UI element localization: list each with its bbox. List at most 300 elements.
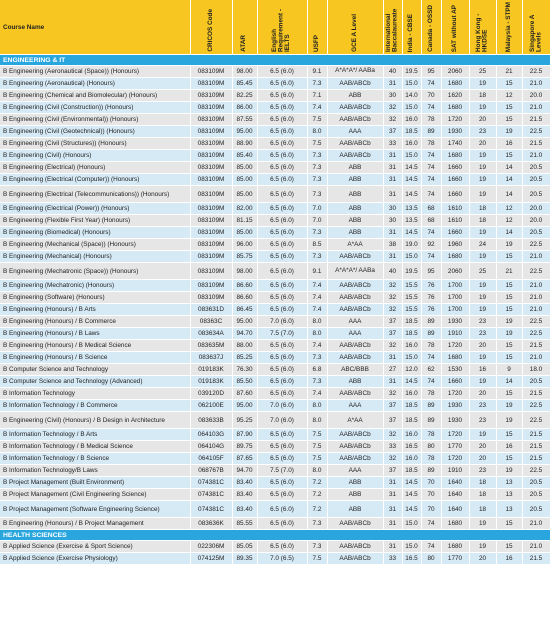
table-cell: 7.4 (307, 304, 327, 316)
table-cell: 20.0 (522, 203, 550, 215)
table-cell: 21.5 (522, 429, 550, 441)
table-cell: 85.00 (232, 162, 257, 174)
table-cell: 21.0 (522, 352, 550, 364)
table-cell: 15 (496, 292, 522, 304)
table-cell: 37 (383, 400, 402, 412)
table-cell: 89.75 (232, 441, 257, 453)
course-name-cell: B Engineering (Aeronautical) (Honours) (0, 78, 190, 90)
table-cell: 1770 (441, 441, 469, 453)
table-cell: 14.5 (402, 174, 421, 186)
table-cell: 40 (383, 66, 402, 78)
table-cell: 20.5 (522, 174, 550, 186)
table-cell: 19 (469, 292, 496, 304)
table-cell: 38 (383, 239, 402, 251)
table-cell: 6.5 (6.0) (257, 138, 307, 150)
table-cell: 14.0 (402, 90, 421, 102)
table-cell: 6.5 (6.0) (257, 227, 307, 239)
table-cell: 74 (421, 518, 441, 530)
table-cell: 7.5 (307, 453, 327, 465)
table-cell: AAB/ABCb (327, 78, 383, 90)
table-cell: 74 (421, 174, 441, 186)
table-cell: 21.0 (522, 280, 550, 292)
table-cell: 08363C (190, 316, 232, 328)
table-cell: 6.5 (6.0) (257, 340, 307, 352)
column-header-gce: GCE A Level (327, 0, 383, 55)
table-cell: 6.5 (6.0) (257, 251, 307, 263)
table-cell: 22.5 (522, 328, 550, 340)
table-cell: 16.5 (402, 441, 421, 453)
table-cell: 7.3 (307, 78, 327, 90)
table-cell: 95.25 (232, 412, 257, 429)
table-cell: 1930 (441, 400, 469, 412)
table-cell: 19 (469, 150, 496, 162)
table-cell: 1700 (441, 304, 469, 316)
table-cell: 064104G (190, 441, 232, 453)
table-cell: 19 (469, 376, 496, 388)
table-cell: 7.5 (307, 429, 327, 441)
table-cell: 16 (496, 441, 522, 453)
table-cell: 62 (421, 364, 441, 376)
table-row (0, 441, 550, 453)
table-row (0, 114, 550, 126)
table-cell: 1680 (441, 150, 469, 162)
table-cell: AAB/ABCb (327, 441, 383, 453)
table-row (0, 453, 550, 465)
table-cell: 20.5 (522, 186, 550, 203)
table-cell: 1660 (441, 227, 469, 239)
table-cell: 1660 (441, 376, 469, 388)
table-cell: 6.5 (6.0) (257, 292, 307, 304)
table-cell: 78 (421, 114, 441, 126)
course-name-cell: B Engineering (Civil) (Honours) (0, 150, 190, 162)
table-cell: 8.0 (307, 400, 327, 412)
table-cell: 85.75 (232, 251, 257, 263)
table-cell: 85.55 (232, 518, 257, 530)
table-cell: 18 (469, 215, 496, 227)
table-cell: 95.00 (232, 400, 257, 412)
table-cell: 14.5 (402, 501, 421, 518)
table-cell: 98.00 (232, 66, 257, 78)
table-cell: 85.40 (232, 150, 257, 162)
table-cell: AAB/ABCb (327, 292, 383, 304)
table-cell: 20 (469, 388, 496, 400)
table-cell: 19 (469, 186, 496, 203)
table-cell: 15 (496, 388, 522, 400)
table-cell: 18 (469, 203, 496, 215)
table-cell: 1680 (441, 251, 469, 263)
table-cell: 6.5 (6.0) (257, 126, 307, 138)
table-cell: 1610 (441, 215, 469, 227)
table-cell: ABB (327, 489, 383, 501)
table-cell: 18.5 (402, 126, 421, 138)
table-cell: 21.0 (522, 541, 550, 553)
table-cell: 80 (421, 553, 441, 565)
table-cell: 20 (469, 453, 496, 465)
table-cell: 78 (421, 429, 441, 441)
table-cell: 1720 (441, 388, 469, 400)
table-cell: 27 (383, 364, 402, 376)
table-cell: 23 (469, 400, 496, 412)
table-cell: 083109M (190, 239, 232, 251)
course-name-cell: B Engineering (Civil (Environmental)) (Honours) (0, 114, 190, 126)
table-row (0, 150, 550, 162)
table-cell: 20.5 (522, 227, 550, 239)
table-cell: ABC/BBB (327, 364, 383, 376)
table-cell: 068767B (190, 465, 232, 477)
table-cell: 083635M (190, 340, 232, 352)
table-cell: 15 (496, 304, 522, 316)
table-cell: 20.5 (522, 376, 550, 388)
table-cell: 74 (421, 352, 441, 364)
table-cell: 16.0 (402, 114, 421, 126)
table-cell: AAB/ABCb (327, 453, 383, 465)
table-cell: 6.5 (6.0) (257, 102, 307, 114)
table-cell: 19 (469, 429, 496, 441)
table-cell: 21.5 (522, 388, 550, 400)
table-cell: 32 (383, 453, 402, 465)
table-cell: 083109M (190, 66, 232, 78)
table-cell: 89 (421, 412, 441, 429)
table-cell: 83.40 (232, 477, 257, 489)
table-cell: 1680 (441, 352, 469, 364)
table-cell: 14 (496, 376, 522, 388)
table-cell: 6.5 (6.0) (257, 489, 307, 501)
table-cell: 19 (496, 465, 522, 477)
table-cell: 14.5 (402, 477, 421, 489)
course-name-cell: B Information Technology / B Arts (0, 429, 190, 441)
table-cell: 13 (496, 501, 522, 518)
table-row (0, 477, 550, 489)
table-cell: 98.00 (232, 263, 257, 280)
table-cell: 19 (469, 304, 496, 316)
table-cell: 21.5 (522, 453, 550, 465)
table-cell: 19 (469, 352, 496, 364)
table-cell: 76 (421, 304, 441, 316)
table-cell: 1770 (441, 553, 469, 565)
table-cell: 16 (496, 553, 522, 565)
table-cell: 18.5 (402, 400, 421, 412)
table-cell: 14.5 (402, 227, 421, 239)
table-cell: 15 (496, 102, 522, 114)
table-cell: 19 (496, 400, 522, 412)
table-cell: 083634A (190, 328, 232, 340)
table-row (0, 215, 550, 227)
table-cell: 15.0 (402, 251, 421, 263)
table-cell: 23 (469, 126, 496, 138)
table-cell: 8.0 (307, 316, 327, 328)
table-row (0, 316, 550, 328)
table-cell: 86.60 (232, 280, 257, 292)
course-name-cell: B Project Management (Software Engineering Science) (0, 501, 190, 518)
table-cell: 96.00 (232, 239, 257, 251)
table-row (0, 541, 550, 553)
column-header-atar: ATAR (232, 0, 257, 55)
table-cell: 74 (421, 541, 441, 553)
table-cell: 083636K (190, 518, 232, 530)
table-cell: 94.70 (232, 465, 257, 477)
table-cell: A*AA (327, 239, 383, 251)
table-cell: 23 (469, 465, 496, 477)
course-name-cell: B Computer Science and Technology (Advanced) (0, 376, 190, 388)
table-cell: 7.4 (307, 340, 327, 352)
table-row (0, 138, 550, 150)
course-name-cell: B Engineering (Mechatronic) (Honours) (0, 280, 190, 292)
table-cell: 16 (496, 138, 522, 150)
table-cell: 7.1 (307, 90, 327, 102)
table-cell: 20.0 (522, 90, 550, 102)
table-cell: 083631D (190, 304, 232, 316)
table-cell: AAB/ABCb (327, 304, 383, 316)
table-cell: 7.3 (307, 251, 327, 263)
table-cell: 20.5 (522, 477, 550, 489)
table-cell: 083109M (190, 174, 232, 186)
table-cell: 083109M (190, 90, 232, 102)
table-cell: 6.5 (6.0) (257, 429, 307, 441)
table-cell: 6.5 (6.0) (257, 501, 307, 518)
table-cell: 80 (421, 441, 441, 453)
table-cell: 7.0 (307, 215, 327, 227)
table-cell: ABB (327, 90, 383, 102)
table-cell: 23 (469, 328, 496, 340)
table-cell: 083109M (190, 150, 232, 162)
table-cell: 88.90 (232, 138, 257, 150)
table-cell: 19 (469, 541, 496, 553)
table-cell: A*A*A*/ AABa (327, 263, 383, 280)
table-cell: 9 (496, 364, 522, 376)
table-cell: 15 (496, 251, 522, 263)
table-cell: 13.5 (402, 215, 421, 227)
table-cell: 88.00 (232, 340, 257, 352)
course-name-cell: B Engineering (Electrical (Telecommunications)) (Honours) (0, 186, 190, 203)
table-cell: 2060 (441, 263, 469, 280)
table-cell: 89 (421, 465, 441, 477)
table-cell: 16 (469, 364, 496, 376)
table-cell: 16.0 (402, 138, 421, 150)
table-cell: 30 (383, 203, 402, 215)
table-row (0, 518, 550, 530)
table-cell: 15 (496, 114, 522, 126)
table-cell: 1910 (441, 328, 469, 340)
table-cell: 32 (383, 429, 402, 441)
table-cell: 1620 (441, 90, 469, 102)
table-cell: 6.5 (6.0) (257, 174, 307, 186)
table-cell: 15.5 (402, 292, 421, 304)
table-cell: 7.2 (307, 477, 327, 489)
table-cell: 21.5 (522, 553, 550, 565)
table-cell: 16.0 (402, 453, 421, 465)
table-cell: 1700 (441, 280, 469, 292)
table-cell: 76 (421, 292, 441, 304)
table-cell: 6.5 (6.0) (257, 388, 307, 400)
table-cell: 7.5 (7.0) (257, 328, 307, 340)
section-title: ENGINEERING & IT (0, 55, 550, 66)
table-cell: 8.0 (307, 126, 327, 138)
table-cell: 85.05 (232, 541, 257, 553)
table-cell: 083109M (190, 203, 232, 215)
course-name-cell: B Information Technology / B Commerce (0, 400, 190, 412)
table-cell: 1660 (441, 174, 469, 186)
table-row (0, 280, 550, 292)
table-cell: 20 (469, 441, 496, 453)
table-row (0, 429, 550, 441)
table-cell: 21.0 (522, 150, 550, 162)
table-cell: 6.5 (6.0) (257, 90, 307, 102)
column-header-cricos: CRICOS Code (190, 0, 232, 55)
table-cell: 7.3 (307, 186, 327, 203)
table-cell: 30 (383, 215, 402, 227)
table-cell: 15.5 (402, 280, 421, 292)
table-cell: 82.25 (232, 90, 257, 102)
table-cell: 7.5 (307, 138, 327, 150)
table-row (0, 465, 550, 477)
table-cell: 21.0 (522, 292, 550, 304)
table-row (0, 340, 550, 352)
table-cell: 1740 (441, 138, 469, 150)
table-row (0, 400, 550, 412)
table-cell: 89.35 (232, 553, 257, 565)
table-cell: AAB/ABCb (327, 541, 383, 553)
column-header-singapore: Singapore A Levels (522, 0, 550, 55)
course-name-cell: B Engineering (Civil (Geotechnical)) (Honours) (0, 126, 190, 138)
table-cell: 22.5 (522, 465, 550, 477)
table-cell: 89 (421, 316, 441, 328)
table-cell: 21 (496, 66, 522, 78)
column-header-cbse: India - CBSE (402, 0, 421, 55)
table-cell: 22.5 (522, 412, 550, 429)
table-cell: 19 (496, 412, 522, 429)
table-row (0, 251, 550, 263)
table-cell: 14 (496, 162, 522, 174)
table-cell: 6.5 (6.0) (257, 364, 307, 376)
table-cell: 13 (496, 477, 522, 489)
table-cell: 7.0 (6.0) (257, 412, 307, 429)
table-cell: 74 (421, 186, 441, 203)
table-cell: 37 (383, 316, 402, 328)
table-cell: 19 (469, 102, 496, 114)
table-cell: 074125M (190, 553, 232, 565)
table-cell: 6.5 (6.0) (257, 203, 307, 215)
table-cell: 6.5 (6.0) (257, 441, 307, 453)
table-cell: 16.0 (402, 388, 421, 400)
table-cell: 074381C (190, 477, 232, 489)
table-cell: 78 (421, 388, 441, 400)
table-cell: 15 (496, 352, 522, 364)
table-row (0, 376, 550, 388)
table-cell: 16.0 (402, 340, 421, 352)
table-cell: 6.5 (6.0) (257, 162, 307, 174)
course-name-cell: B Engineering (Biomedical) (Honours) (0, 227, 190, 239)
table-cell: 31 (383, 376, 402, 388)
table-cell: 1700 (441, 292, 469, 304)
table-cell: 82.00 (232, 203, 257, 215)
table-cell: 32 (383, 388, 402, 400)
table-cell: 19 (469, 227, 496, 239)
table-cell: 7.3 (307, 174, 327, 186)
table-cell: 21.0 (522, 518, 550, 530)
table-row (0, 186, 550, 203)
table-cell: 7.3 (307, 150, 327, 162)
table-cell: A*A*A*/ AABa (327, 66, 383, 78)
table-cell: 7.3 (307, 352, 327, 364)
table-cell: 20 (469, 114, 496, 126)
table-cell: 14 (496, 227, 522, 239)
table-cell: A*AA (327, 412, 383, 429)
table-cell: 85.00 (232, 227, 257, 239)
course-name-cell: B Engineering (Software) (Honours) (0, 292, 190, 304)
table-cell: 19 (469, 518, 496, 530)
table-cell: 16.0 (402, 429, 421, 441)
table-cell: 7.2 (307, 501, 327, 518)
table-cell: 37 (383, 412, 402, 429)
table-cell: 31 (383, 162, 402, 174)
table-cell: 19 (496, 126, 522, 138)
table-cell: 15 (496, 78, 522, 90)
table-cell: 1680 (441, 541, 469, 553)
table-cell: 87.55 (232, 114, 257, 126)
table-row (0, 328, 550, 340)
course-name-cell: B Engineering (Honours) / B Laws (0, 328, 190, 340)
table-cell: 78 (421, 138, 441, 150)
table-cell: 19 (496, 316, 522, 328)
table-cell: 19 (469, 78, 496, 90)
table-cell: 1660 (441, 162, 469, 174)
table-cell: 6.5 (6.0) (257, 114, 307, 126)
course-name-cell: B Engineering (Honours) / B Arts (0, 304, 190, 316)
table-cell: 24 (469, 239, 496, 251)
table-cell: 86.60 (232, 292, 257, 304)
table-row (0, 66, 550, 78)
table-cell: AAB/ABCb (327, 553, 383, 565)
table-cell: 85.00 (232, 186, 257, 203)
course-name-cell: B Information Technology / B Science (0, 453, 190, 465)
course-name-cell: B Engineering (Mechanical) (Honours) (0, 251, 190, 263)
table-cell: 6.5 (6.0) (257, 215, 307, 227)
table-row (0, 203, 550, 215)
course-name-cell: B Engineering (Electrical (Power)) (Honours) (0, 203, 190, 215)
table-cell: 6.5 (6.0) (257, 376, 307, 388)
table-cell: 083109M (190, 78, 232, 90)
table-cell: 7.4 (307, 292, 327, 304)
table-cell: 31 (383, 78, 402, 90)
table-cell: 19 (469, 174, 496, 186)
table-cell: 14 (496, 186, 522, 203)
table-cell: 083109M (190, 114, 232, 126)
table-cell: 1720 (441, 114, 469, 126)
table-cell: 6.5 (6.0) (257, 304, 307, 316)
table-cell: 87.60 (232, 388, 257, 400)
table-cell: 37 (383, 328, 402, 340)
table-cell: 6.5 (6.0) (257, 453, 307, 465)
table-cell: 1610 (441, 203, 469, 215)
table-cell: 14 (496, 174, 522, 186)
table-cell: 20.5 (522, 489, 550, 501)
table-cell: 083637J (190, 352, 232, 364)
table-cell: 76.30 (232, 364, 257, 376)
table-cell: 039120D (190, 388, 232, 400)
table-row (0, 292, 550, 304)
table-cell: 21.0 (522, 304, 550, 316)
table-cell: 14.5 (402, 376, 421, 388)
table-cell: 32 (383, 102, 402, 114)
table-cell: 21.0 (522, 251, 550, 263)
course-name-cell: B Engineering (Honours) / B Science (0, 352, 190, 364)
column-header-ib: International Baccalaureate (383, 0, 402, 55)
column-header-ossd: Canada - OSSD (421, 0, 441, 55)
table-cell: 23 (469, 316, 496, 328)
table-cell: 83.40 (232, 501, 257, 518)
table-cell: 18.5 (402, 412, 421, 429)
table-cell: 40 (383, 263, 402, 280)
